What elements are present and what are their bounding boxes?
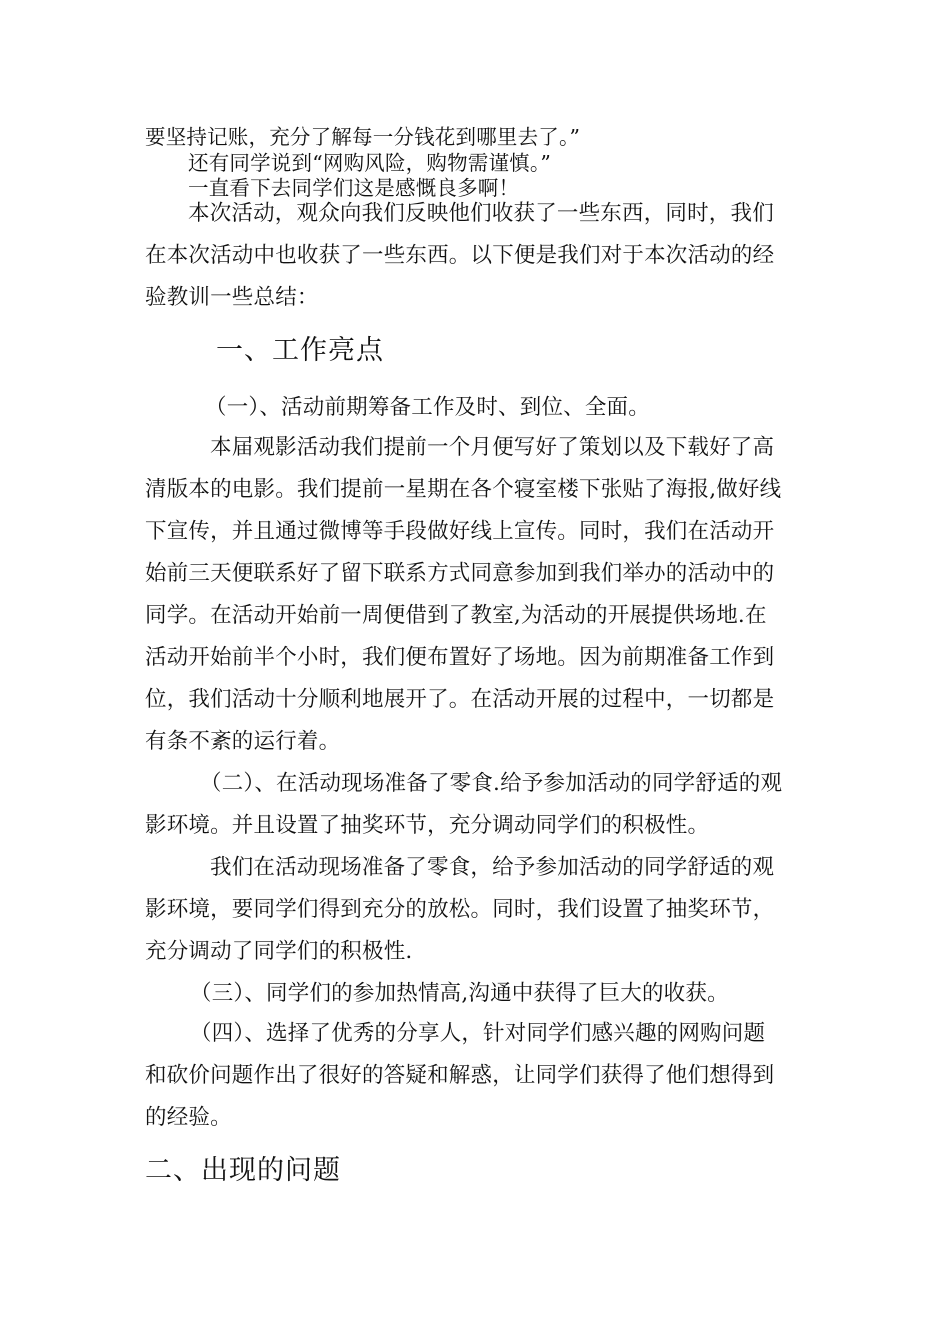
item-2-body-line: 充分调动了同学们的积极性. xyxy=(145,939,413,964)
item-2-body-line: 影环境，要同学们得到充分的放松。同时，我们设置了抽奖环节， xyxy=(145,897,775,922)
item-3-title: （三）、同学们的参加热情高,沟通中获得了巨大的收获。 xyxy=(190,981,729,1006)
intro-line-5: 在本次活动中也收获了一些东西。以下便是我们对于本次活动的经 xyxy=(145,243,775,268)
intro-line-4: 本次活动，观众向我们反映他们收获了一些东西，同时，我们 xyxy=(188,201,774,226)
item-2-body-line: 我们在活动现场准备了零食，给予参加活动的同学舒适的观 xyxy=(210,855,775,880)
intro-line-6: 验教训一些总结： xyxy=(145,285,319,310)
item-1-body-line: 清版本的电影。我们提前一星期在各个寝室楼下张贴了海报,做好线 xyxy=(145,477,782,502)
item-1-body-line: 本届观影活动我们提前一个月便写好了策划以及下载好了高 xyxy=(210,435,775,460)
item-1-body-line: 始前三天便联系好了留下联系方式同意参加到我们举办的活动中的 xyxy=(145,561,775,586)
item-1-body-line: 下宣传，并且通过微博等手段做好线上宣传。同时，我们在活动开 xyxy=(145,519,775,544)
section-1-heading: 一、工作亮点 xyxy=(216,335,384,366)
item-2-title-line: 影环境。并且设置了抽奖环节，充分调动同学们的积极性。 xyxy=(145,813,710,838)
item-4-line: 和砍价问题作出了很好的答疑和解惑，让同学们获得了他们想得到 xyxy=(145,1063,775,1088)
item-4-line: 的经验。 xyxy=(145,1105,232,1130)
item-1-body-line: 同学。在活动开始前一周便借到了教室,为活动的开展提供场地.在 xyxy=(145,603,767,628)
item-1-title: （一）、活动前期筹备工作及时、到位、全面。 xyxy=(205,395,650,420)
item-1-body-line: 位，我们活动十分顺利地展开了。在活动开展的过程中，一切都是 xyxy=(145,687,775,712)
item-1-body-line: 活动开始前半个小时，我们便布置好了场地。因为前期准备工作到 xyxy=(145,645,775,670)
intro-line-3: 一直看下去同学们这是感慨良多啊！ xyxy=(188,176,520,200)
item-4-line: （四）、选择了优秀的分享人，针对同学们感兴趣的网购问题 xyxy=(190,1021,766,1046)
intro-line-2: 还有同学说到“网购风险，购物需谨慎。” xyxy=(188,151,552,175)
intro-line-1: 要坚持记账，充分了解每一分钱花到哪里去了。” xyxy=(145,125,581,149)
item-2-title-line: （二）、在活动现场准备了零食.给予参加活动的同学舒适的观 xyxy=(200,771,783,796)
item-1-body-line: 有条不紊的运行着。 xyxy=(145,729,341,754)
section-2-heading: 二、出现的问题 xyxy=(145,1155,341,1186)
